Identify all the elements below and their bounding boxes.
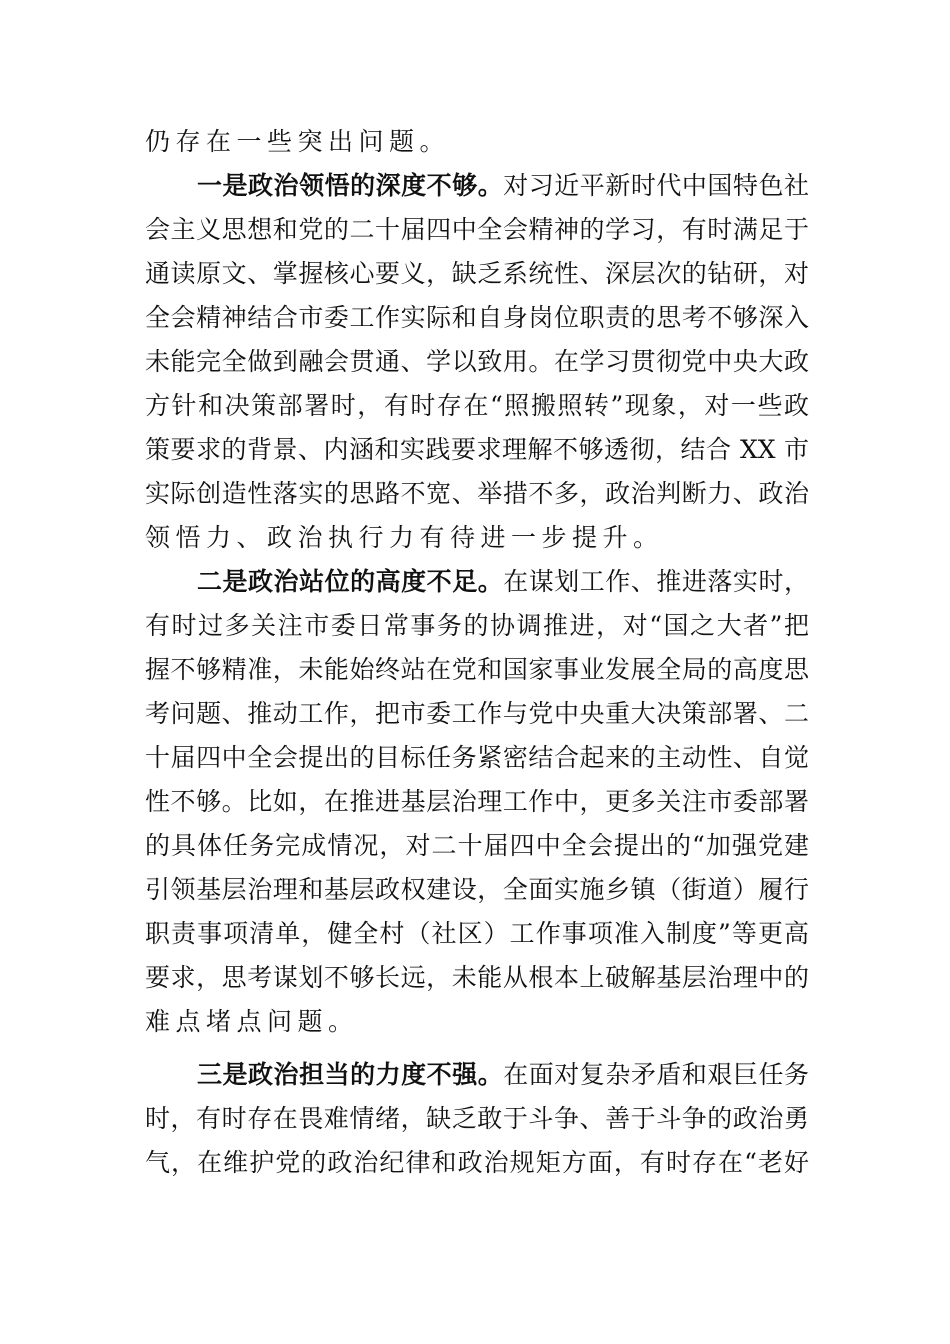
text-line: 领悟力、政治执行力有待进一步提升。 — [145, 523, 664, 552]
paragraph-first-line — [145, 560, 809, 604]
paragraph-heading: 二是政治站位的高度不足。 — [197, 567, 504, 596]
text-line: 会主义思想和党的二十届四中全会精神的学习，有时满足于 — [145, 215, 809, 244]
text-line: 的具体任务完成情况，对二十届四中全会提出的“加强党建 — [145, 831, 809, 860]
text-line: 握不够精准，未能始终站在党和国家事业发展全局的高度思 — [145, 655, 809, 684]
text-line: 职责事项清单，健全村（社区）工作事项准入制度”等更高 — [145, 919, 809, 948]
paragraph-first-line — [145, 1053, 809, 1097]
text-span: 在谋划工作、推进落实时， — [503, 567, 809, 596]
text-span: 在面对复杂矛盾和艰巨任务 — [503, 1060, 809, 1089]
paragraph-heading: 一是政治领悟的深度不够。 — [197, 171, 504, 200]
paragraph-2 — [145, 560, 809, 1044]
text-line: 性不够。比如，在推进基层治理工作中，更多关注市委部署 — [145, 787, 809, 816]
text-line: 难点堵点问题。 — [145, 1007, 359, 1036]
text-line: 实际创造性落实的思路不宽、举措不多，政治判断力、政治 — [145, 479, 809, 508]
text-line: 未能完全做到融会贯通、学以致用。在学习贯彻党中央大政 — [145, 347, 809, 376]
text-line: 有时过多关注市委日常事务的协调推进，对“国之大者”把 — [145, 611, 809, 640]
paragraph-1 — [145, 164, 809, 560]
document-page — [145, 120, 809, 1185]
text-line: 考问题、推动工作，把市委工作与党中央重大决策部署、二 — [145, 699, 809, 728]
text-line: 十届四中全会提出的目标任务紧密结合起来的主动性、自觉 — [145, 743, 809, 772]
text-line: 要求，思考谋划不够长远，未能从根本上破解基层治理中的 — [145, 963, 809, 992]
paragraph-heading: 三是政治担当的力度不强。 — [197, 1060, 504, 1089]
text-line: 引领基层治理和基层政权建设，全面实施乡镇（街道）履行 — [145, 875, 809, 904]
text-line: 方针和决策部署时，有时存在“照搬照转”现象，对一些政 — [145, 391, 809, 420]
text-line: 全会精神结合市委工作实际和自身岗位职责的思考不够深入 — [145, 303, 809, 332]
paragraph-3 — [145, 1053, 809, 1185]
text-span: 对习近平新时代中国特色社 — [503, 171, 809, 200]
intro-line: 仍存在一些突出问题。 — [145, 127, 451, 156]
text-line: 时，有时存在畏难情绪，缺乏敢于斗争、善于斗争的政治勇 — [145, 1104, 809, 1133]
text-line: 通读原文、掌握核心要义，缺乏系统性、深层次的钻研，对 — [145, 259, 809, 288]
text-line: 策要求的背景、内涵和实践要求理解不够透彻，结合 XX 市 — [145, 435, 809, 464]
paragraph-first-line — [145, 164, 809, 208]
text-line: 气，在维护党的政治纪律和政治规矩方面，有时存在“老好 — [145, 1148, 809, 1177]
